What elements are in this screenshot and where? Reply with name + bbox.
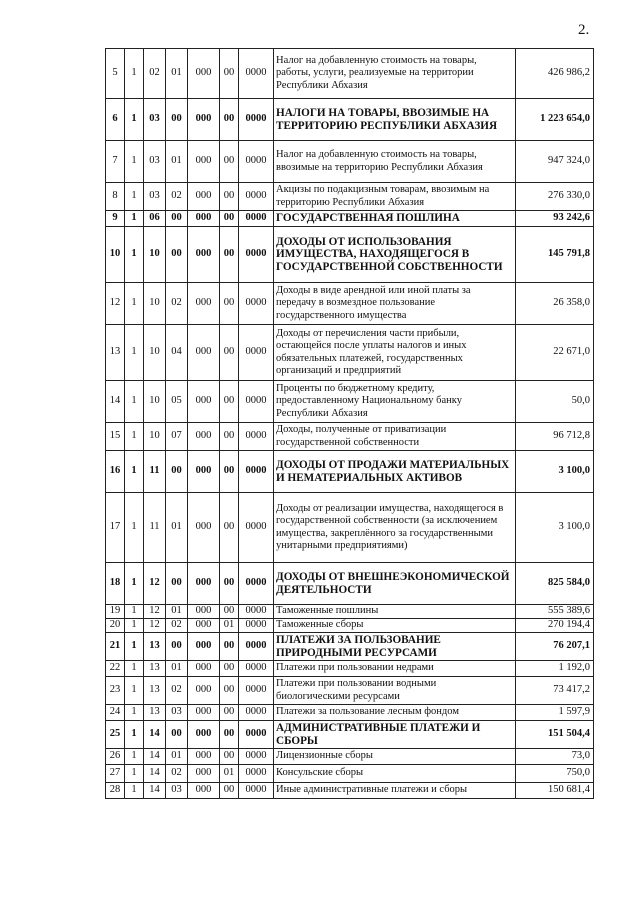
code-element-cell: 00 <box>220 493 239 563</box>
table-row <box>106 451 594 493</box>
code-subarticle-cell: 000 <box>188 325 220 381</box>
revenue-name-cell: АДМИНИСТРАТИВНЫЕ ПЛАТЕЖИ И СБОРЫ <box>274 721 516 749</box>
code-element-cell: 00 <box>220 451 239 493</box>
row-number-cell: 18 <box>106 563 125 605</box>
code-group-cell: 1 <box>125 705 144 721</box>
row-number-cell: 20 <box>106 619 125 633</box>
code-program-cell: 0000 <box>239 783 274 799</box>
code-article-cell: 00 <box>166 227 188 283</box>
table-row <box>106 141 594 183</box>
code-subarticle-cell: 000 <box>188 99 220 141</box>
page-number: 2. <box>578 22 590 38</box>
code-element-cell: 00 <box>220 783 239 799</box>
row-number-cell: 16 <box>106 451 125 493</box>
code-article-cell: 02 <box>166 765 188 783</box>
amount-cell: 3 100,0 <box>516 493 594 563</box>
amount-cell: 426 986,2 <box>516 49 594 99</box>
code-subarticle-cell: 000 <box>188 211 220 227</box>
code-program-cell: 0000 <box>239 705 274 721</box>
amount-cell: 50,0 <box>516 381 594 423</box>
code-group-cell: 1 <box>125 677 144 705</box>
amount-cell: 1 597,9 <box>516 705 594 721</box>
code-element-cell: 00 <box>220 141 239 183</box>
row-number-cell: 17 <box>106 493 125 563</box>
code-program-cell: 0000 <box>239 141 274 183</box>
code-group-cell: 1 <box>125 493 144 563</box>
code-subgroup-cell: 12 <box>144 563 166 605</box>
code-group-cell: 1 <box>125 721 144 749</box>
row-number-cell: 23 <box>106 677 125 705</box>
code-subarticle-cell: 000 <box>188 227 220 283</box>
table-row <box>106 99 594 141</box>
table-row <box>106 705 594 721</box>
revenue-name-cell: ПЛАТЕЖИ ЗА ПОЛЬЗОВАНИЕ ПРИРОДНЫМИ РЕСУРСАМИ <box>274 633 516 661</box>
code-program-cell: 0000 <box>239 605 274 619</box>
amount-cell: 270 194,4 <box>516 619 594 633</box>
revenue-table <box>105 48 594 799</box>
code-group-cell: 1 <box>125 99 144 141</box>
revenue-name-cell: Платежи при пользовании недрами <box>274 661 516 677</box>
table-row <box>106 49 594 99</box>
code-element-cell: 01 <box>220 619 239 633</box>
code-element-cell: 00 <box>220 749 239 765</box>
row-number-cell: 28 <box>106 783 125 799</box>
revenue-name-cell: Доходы от перечисления части прибыли, остающейся после уплаты налогов и иных обязательных платежей, государственных организаций и предприятий <box>274 325 516 381</box>
amount-cell: 151 504,4 <box>516 721 594 749</box>
row-number-cell: 26 <box>106 749 125 765</box>
code-subarticle-cell: 000 <box>188 705 220 721</box>
code-subarticle-cell: 000 <box>188 633 220 661</box>
row-number-cell: 19 <box>106 605 125 619</box>
code-element-cell: 00 <box>220 227 239 283</box>
amount-cell: 1 192,0 <box>516 661 594 677</box>
table-row <box>106 493 594 563</box>
row-number-cell: 15 <box>106 423 125 451</box>
revenue-name-cell: Иные административные платежи и сборы <box>274 783 516 799</box>
code-element-cell: 00 <box>220 633 239 661</box>
code-group-cell: 1 <box>125 783 144 799</box>
code-subarticle-cell: 000 <box>188 677 220 705</box>
table-row <box>106 677 594 705</box>
code-subarticle-cell: 000 <box>188 49 220 99</box>
code-article-cell: 03 <box>166 705 188 721</box>
code-program-cell: 0000 <box>239 619 274 633</box>
revenue-name-cell: НАЛОГИ НА ТОВАРЫ, ВВОЗИМЫЕ НА ТЕРРИТОРИЮ РЕСПУБЛИКИ АБХАЗИЯ <box>274 99 516 141</box>
code-subgroup-cell: 14 <box>144 749 166 765</box>
amount-cell: 96 712,8 <box>516 423 594 451</box>
code-subgroup-cell: 11 <box>144 451 166 493</box>
code-program-cell: 0000 <box>239 283 274 325</box>
code-subarticle-cell: 000 <box>188 721 220 749</box>
amount-cell: 750,0 <box>516 765 594 783</box>
code-subgroup-cell: 10 <box>144 283 166 325</box>
revenue-name-cell: Доходы в виде арендной или иной платы за передачу в возмездное пользование государственного имущества <box>274 283 516 325</box>
code-subarticle-cell: 000 <box>188 493 220 563</box>
code-element-cell: 00 <box>220 325 239 381</box>
code-subgroup-cell: 03 <box>144 99 166 141</box>
code-article-cell: 01 <box>166 49 188 99</box>
amount-cell: 73,0 <box>516 749 594 765</box>
code-article-cell: 02 <box>166 283 188 325</box>
code-element-cell: 00 <box>220 381 239 423</box>
code-subgroup-cell: 06 <box>144 211 166 227</box>
table-row <box>106 661 594 677</box>
amount-cell: 73 417,2 <box>516 677 594 705</box>
code-program-cell: 0000 <box>239 721 274 749</box>
code-program-cell: 0000 <box>239 211 274 227</box>
code-program-cell: 0000 <box>239 749 274 765</box>
amount-cell: 1 223 654,0 <box>516 99 594 141</box>
amount-cell: 825 584,0 <box>516 563 594 605</box>
code-element-cell: 00 <box>220 423 239 451</box>
code-group-cell: 1 <box>125 451 144 493</box>
code-program-cell: 0000 <box>239 661 274 677</box>
row-number-cell: 13 <box>106 325 125 381</box>
code-subarticle-cell: 000 <box>188 619 220 633</box>
table-row <box>106 325 594 381</box>
code-program-cell: 0000 <box>239 493 274 563</box>
revenue-name-cell: Платежи за пользование лесным фондом <box>274 705 516 721</box>
code-subarticle-cell: 000 <box>188 783 220 799</box>
code-element-cell: 00 <box>220 183 239 211</box>
code-subgroup-cell: 11 <box>144 493 166 563</box>
revenue-name-cell: ДОХОДЫ ОТ ИСПОЛЬЗОВАНИЯ ИМУЩЕСТВА, НАХОДЯЩЕГОСЯ В ГОСУДАРСТВЕННОЙ СОБСТВЕННОСТИ <box>274 227 516 283</box>
code-program-cell: 0000 <box>239 451 274 493</box>
code-program-cell: 0000 <box>239 677 274 705</box>
code-article-cell: 02 <box>166 619 188 633</box>
code-article-cell: 01 <box>166 493 188 563</box>
revenue-name-cell: ДОХОДЫ ОТ ПРОДАЖИ МАТЕРИАЛЬНЫХ И НЕМАТЕРИАЛЬНЫХ АКТИВОВ <box>274 451 516 493</box>
code-element-cell: 01 <box>220 765 239 783</box>
code-article-cell: 00 <box>166 451 188 493</box>
code-element-cell: 00 <box>220 721 239 749</box>
code-subarticle-cell: 000 <box>188 283 220 325</box>
code-group-cell: 1 <box>125 605 144 619</box>
code-element-cell: 00 <box>220 49 239 99</box>
code-program-cell: 0000 <box>239 765 274 783</box>
code-element-cell: 00 <box>220 99 239 141</box>
code-subarticle-cell: 000 <box>188 381 220 423</box>
code-program-cell: 0000 <box>239 633 274 661</box>
revenue-name-cell: Доходы от реализации имущества, находящегося в государственной собственности (за исключением имущества, закреплённого за государственными унитарными предприятиями) <box>274 493 516 563</box>
code-subgroup-cell: 10 <box>144 423 166 451</box>
code-element-cell: 00 <box>220 563 239 605</box>
code-subarticle-cell: 000 <box>188 183 220 211</box>
code-group-cell: 1 <box>125 211 144 227</box>
code-article-cell: 07 <box>166 423 188 451</box>
code-subgroup-cell: 13 <box>144 661 166 677</box>
code-subgroup-cell: 13 <box>144 705 166 721</box>
revenue-name-cell: ГОСУДАРСТВЕННАЯ ПОШЛИНА <box>274 211 516 227</box>
code-article-cell: 02 <box>166 677 188 705</box>
code-subgroup-cell: 12 <box>144 619 166 633</box>
revenue-name-cell: Налог на добавленную стоимость на товары, работы, услуги, реализуемые на территории Республики Абхазия <box>274 49 516 99</box>
row-number-cell: 22 <box>106 661 125 677</box>
amount-cell: 150 681,4 <box>516 783 594 799</box>
code-group-cell: 1 <box>125 283 144 325</box>
code-subarticle-cell: 000 <box>188 605 220 619</box>
code-group-cell: 1 <box>125 619 144 633</box>
revenue-name-cell: Консульские сборы <box>274 765 516 783</box>
table-row <box>106 211 594 227</box>
code-subgroup-cell: 14 <box>144 783 166 799</box>
code-program-cell: 0000 <box>239 381 274 423</box>
code-subgroup-cell: 14 <box>144 721 166 749</box>
code-subgroup-cell: 03 <box>144 141 166 183</box>
code-group-cell: 1 <box>125 325 144 381</box>
revenue-name-cell: Налог на добавленную стоимость на товары, ввозимые на территорию Республики Абхазия <box>274 141 516 183</box>
code-program-cell: 0000 <box>239 325 274 381</box>
code-subarticle-cell: 000 <box>188 749 220 765</box>
amount-cell: 145 791,8 <box>516 227 594 283</box>
code-program-cell: 0000 <box>239 49 274 99</box>
row-number-cell: 7 <box>106 141 125 183</box>
code-subgroup-cell: 12 <box>144 605 166 619</box>
code-program-cell: 0000 <box>239 563 274 605</box>
code-subgroup-cell: 13 <box>144 677 166 705</box>
amount-cell: 276 330,0 <box>516 183 594 211</box>
revenue-name-cell: Платежи при пользовании водными биологическими ресурсами <box>274 677 516 705</box>
code-element-cell: 00 <box>220 605 239 619</box>
code-article-cell: 00 <box>166 99 188 141</box>
amount-cell: 26 358,0 <box>516 283 594 325</box>
code-element-cell: 00 <box>220 283 239 325</box>
code-program-cell: 0000 <box>239 99 274 141</box>
code-article-cell: 00 <box>166 563 188 605</box>
revenue-name-cell: Проценты по бюджетному кредиту, предоставленному Национальному банку Республики Абхазия <box>274 381 516 423</box>
row-number-cell: 25 <box>106 721 125 749</box>
code-article-cell: 00 <box>166 211 188 227</box>
revenue-name-cell: Доходы, полученные от приватизации государственной собственности <box>274 423 516 451</box>
amount-cell: 947 324,0 <box>516 141 594 183</box>
code-group-cell: 1 <box>125 749 144 765</box>
code-group-cell: 1 <box>125 49 144 99</box>
row-number-cell: 24 <box>106 705 125 721</box>
code-article-cell: 03 <box>166 783 188 799</box>
code-article-cell: 05 <box>166 381 188 423</box>
row-number-cell: 27 <box>106 765 125 783</box>
row-number-cell: 6 <box>106 99 125 141</box>
row-number-cell: 12 <box>106 283 125 325</box>
revenue-name-cell: Лицензионные сборы <box>274 749 516 765</box>
code-element-cell: 00 <box>220 705 239 721</box>
code-group-cell: 1 <box>125 563 144 605</box>
code-group-cell: 1 <box>125 381 144 423</box>
amount-cell: 93 242,6 <box>516 211 594 227</box>
row-number-cell: 5 <box>106 49 125 99</box>
code-subgroup-cell: 13 <box>144 633 166 661</box>
table-row <box>106 765 594 783</box>
table-row <box>106 633 594 661</box>
amount-cell: 76 207,1 <box>516 633 594 661</box>
code-subarticle-cell: 000 <box>188 141 220 183</box>
code-article-cell: 01 <box>166 661 188 677</box>
amount-cell: 555 389,6 <box>516 605 594 619</box>
row-number-cell: 21 <box>106 633 125 661</box>
revenue-name-cell: Таможенные пошлины <box>274 605 516 619</box>
amount-cell: 3 100,0 <box>516 451 594 493</box>
code-article-cell: 02 <box>166 183 188 211</box>
code-group-cell: 1 <box>125 633 144 661</box>
code-program-cell: 0000 <box>239 227 274 283</box>
table-row <box>106 563 594 605</box>
table-row <box>106 183 594 211</box>
code-group-cell: 1 <box>125 141 144 183</box>
code-subarticle-cell: 000 <box>188 451 220 493</box>
code-article-cell: 01 <box>166 749 188 765</box>
code-subarticle-cell: 000 <box>188 423 220 451</box>
code-program-cell: 0000 <box>239 183 274 211</box>
code-article-cell: 01 <box>166 141 188 183</box>
code-element-cell: 00 <box>220 677 239 705</box>
table-row <box>106 381 594 423</box>
code-group-cell: 1 <box>125 227 144 283</box>
table-body <box>106 49 594 799</box>
code-subgroup-cell: 03 <box>144 183 166 211</box>
row-number-cell: 9 <box>106 211 125 227</box>
table-row <box>106 619 594 633</box>
table-row <box>106 283 594 325</box>
code-group-cell: 1 <box>125 183 144 211</box>
revenue-name-cell: Акцизы по подакцизным товарам, ввозимым на территорию Республики Абхазия <box>274 183 516 211</box>
table-row <box>106 749 594 765</box>
code-element-cell: 00 <box>220 211 239 227</box>
code-element-cell: 00 <box>220 661 239 677</box>
revenue-name-cell: Таможенные сборы <box>274 619 516 633</box>
amount-cell: 22 671,0 <box>516 325 594 381</box>
row-number-cell: 8 <box>106 183 125 211</box>
code-program-cell: 0000 <box>239 423 274 451</box>
code-group-cell: 1 <box>125 765 144 783</box>
code-article-cell: 00 <box>166 721 188 749</box>
code-subgroup-cell: 02 <box>144 49 166 99</box>
code-article-cell: 00 <box>166 633 188 661</box>
table-row <box>106 721 594 749</box>
code-article-cell: 01 <box>166 605 188 619</box>
code-subarticle-cell: 000 <box>188 765 220 783</box>
code-subgroup-cell: 10 <box>144 325 166 381</box>
code-subgroup-cell: 10 <box>144 227 166 283</box>
code-article-cell: 04 <box>166 325 188 381</box>
code-subarticle-cell: 000 <box>188 563 220 605</box>
row-number-cell: 10 <box>106 227 125 283</box>
row-number-cell: 14 <box>106 381 125 423</box>
revenue-name-cell: ДОХОДЫ ОТ ВНЕШНЕЭКОНОМИЧЕСКОЙ ДЕЯТЕЛЬНОСТИ <box>274 563 516 605</box>
code-subgroup-cell: 14 <box>144 765 166 783</box>
code-subgroup-cell: 10 <box>144 381 166 423</box>
code-subarticle-cell: 000 <box>188 661 220 677</box>
code-group-cell: 1 <box>125 661 144 677</box>
table-row <box>106 423 594 451</box>
table-row <box>106 783 594 799</box>
code-group-cell: 1 <box>125 423 144 451</box>
table-row <box>106 227 594 283</box>
table-row <box>106 605 594 619</box>
